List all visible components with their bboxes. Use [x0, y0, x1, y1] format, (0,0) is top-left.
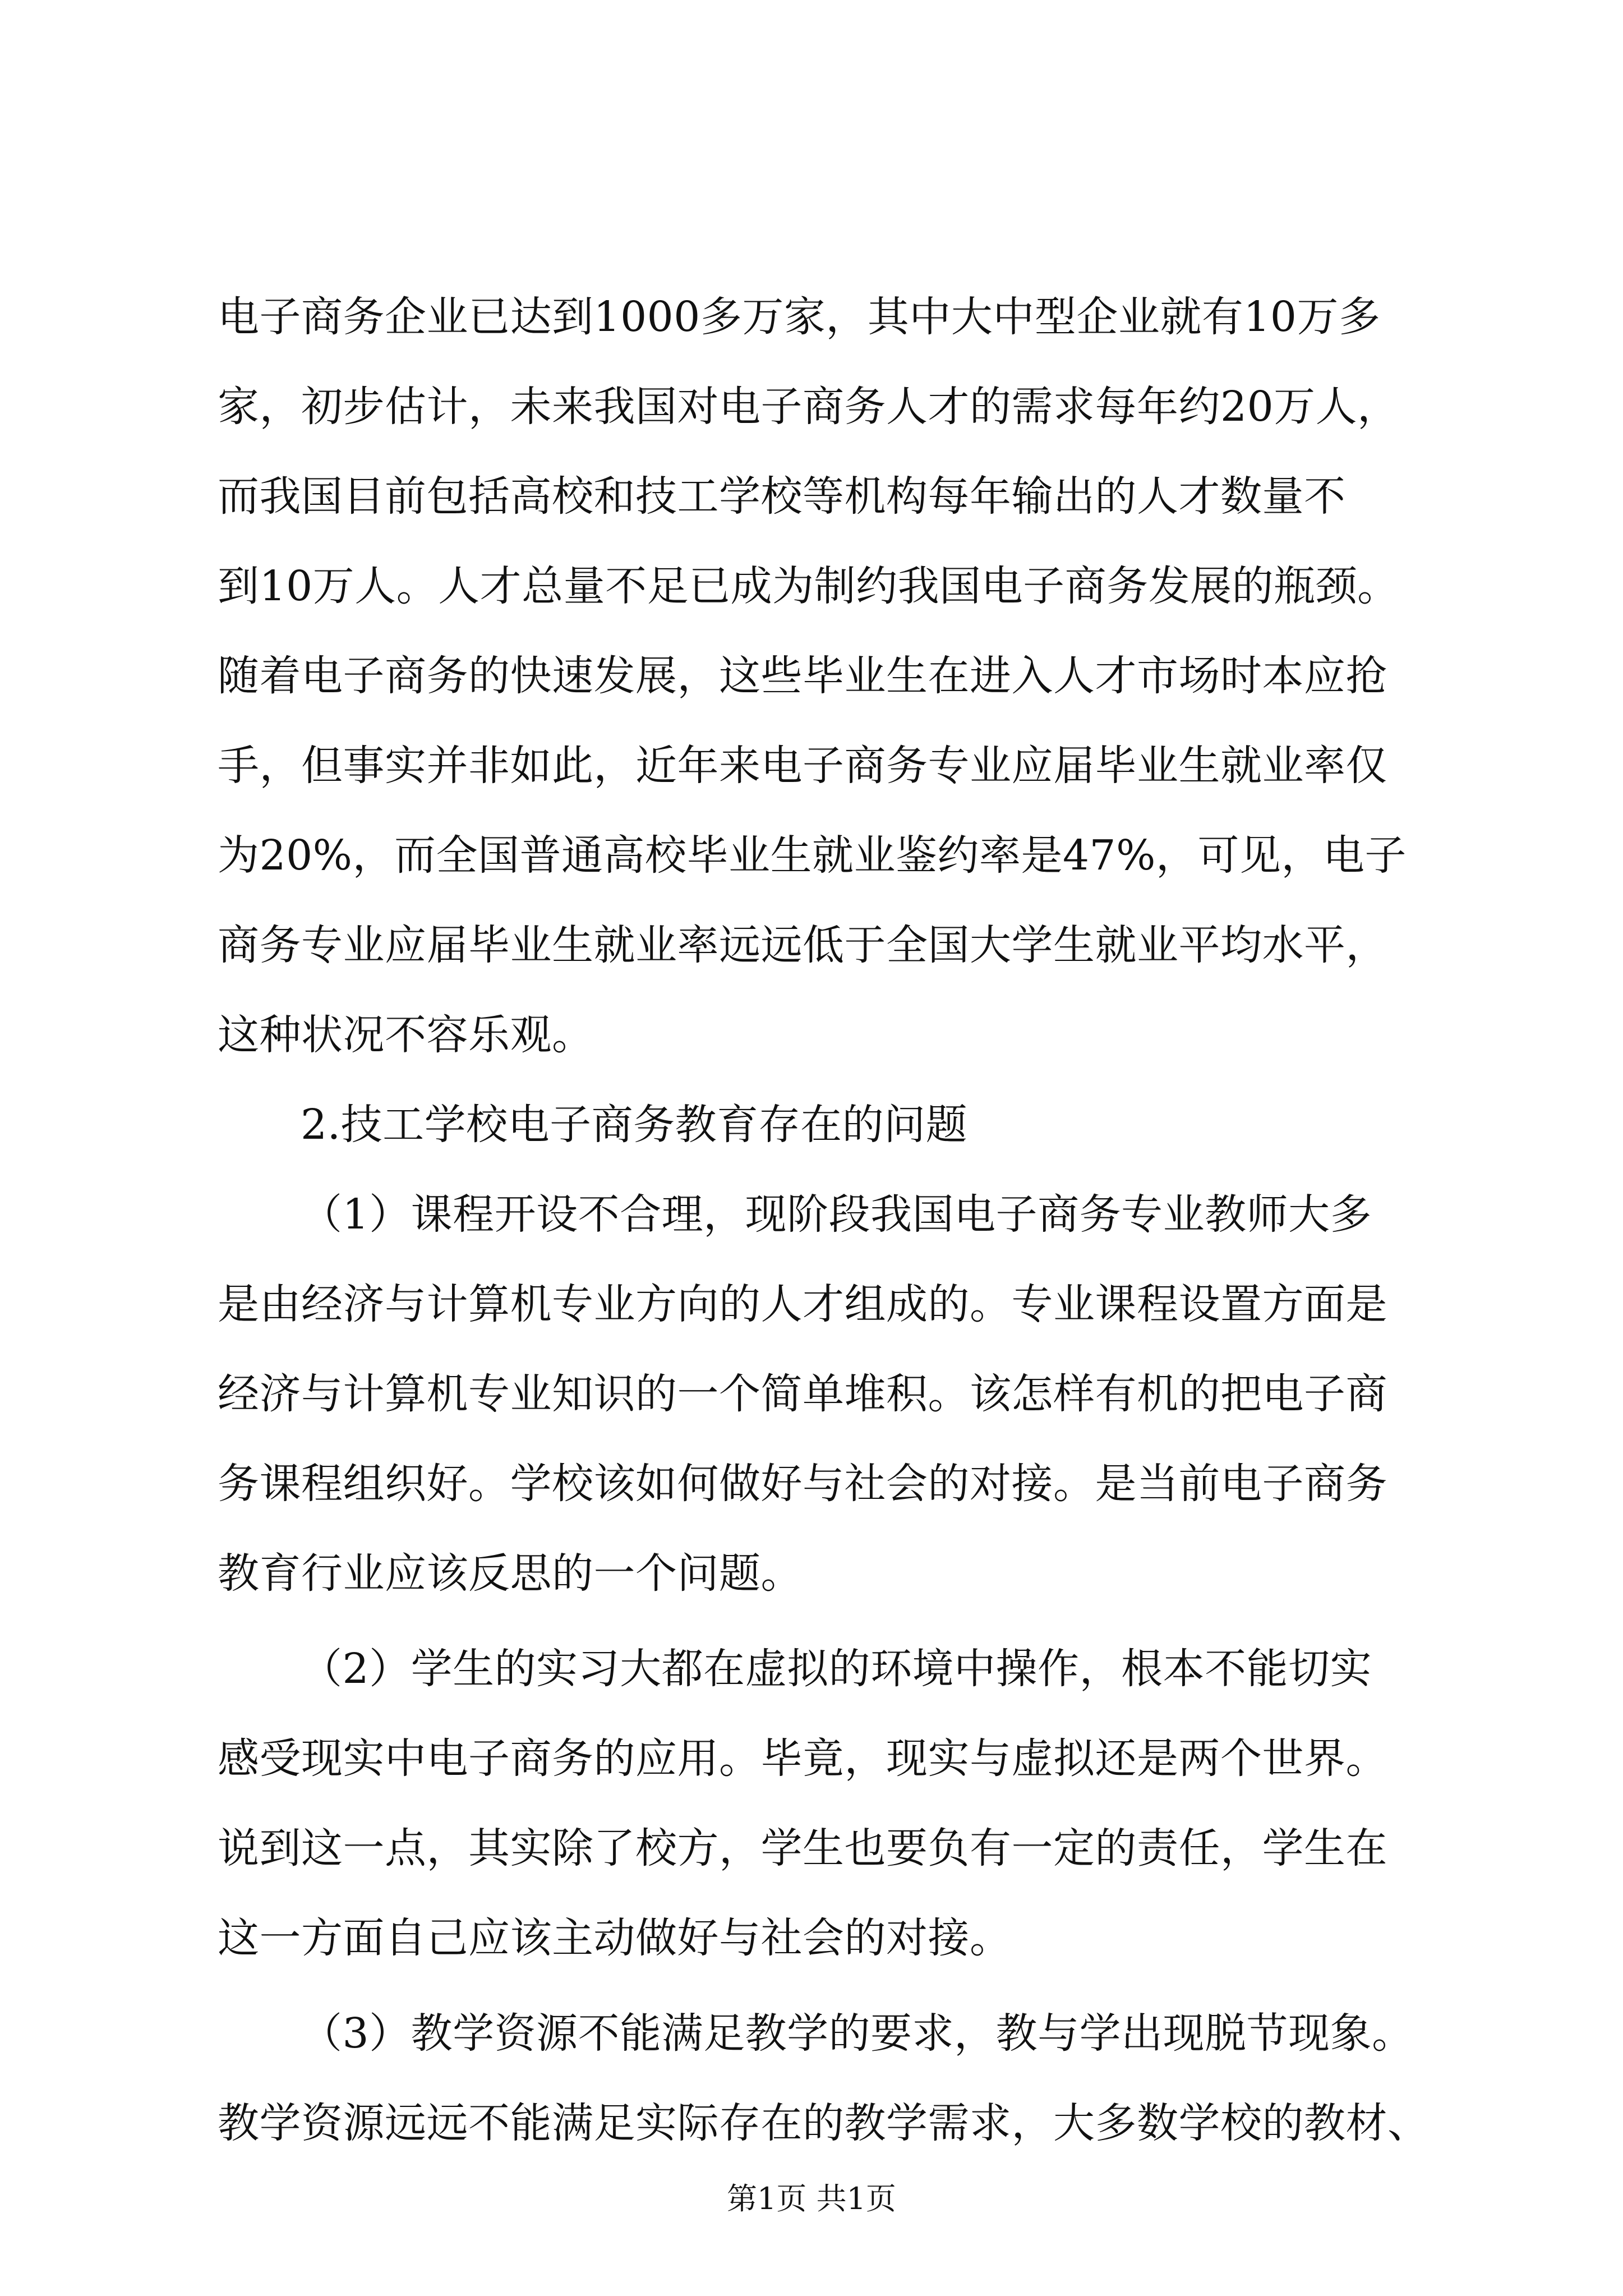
text-line: 经济与计算机专业知识的一个简单堆积。该怎样有机的把电子商 [218, 1370, 1387, 1418]
text-line: 而我国目前包括高校和技工学校等机构每年输出的人才数量不 [218, 472, 1346, 521]
text-line: 到10万人。人才总量不足已成为制约我国电子商务发展的瓶颈。 [218, 562, 1399, 610]
text-line: 为20%，而全国普通高校毕业生就业鉴约率是47%，可见，电子 [218, 831, 1407, 880]
text-line: （2）学生的实习大都在虚拟的环境中操作，根本不能切实 [301, 1645, 1372, 1693]
text-line: 家，初步估计，未来我国对电子商务人才的需求每年约20万人， [218, 383, 1399, 431]
text-line: 教育行业应该反思的一个问题。 [218, 1549, 803, 1598]
text-line: （1）课程开设不合理，现阶段我国电子商务专业教师大多 [301, 1190, 1372, 1239]
text-line: 说到这一点，其实除了校方，学生也要负有一定的责任，学生在 [218, 1824, 1387, 1872]
text-line: 电子商务企业已达到1000多万家，其中大中型企业就有10万多 [218, 293, 1381, 341]
section-heading: 2.技工学校电子商务教育存在的问题 [301, 1101, 968, 1149]
text-line: 这种状况不容乐观。 [218, 1011, 594, 1059]
text-line: （3）教学资源不能满足教学的要求，教与学出现脱节现象。 [301, 2009, 1414, 2058]
text-line: 是由经济与计算机专业方向的人才组成的。专业课程设置方面是 [218, 1280, 1387, 1328]
text-line: 随着电子商务的快速发展，这些毕业生在进入人才市场时本应抢 [218, 652, 1387, 700]
text-line: 感受现实中电子商务的应用。毕竟，现实与虚拟还是两个世界。 [218, 1734, 1387, 1783]
text-line: 手，但事实并非如此，近年来电子商务专业应届毕业生就业率仅 [218, 742, 1387, 790]
text-line: 教学资源远远不能满足实际存在的教学需求，大多数学校的教材、 [218, 2099, 1430, 2147]
text-line: 商务专业应届毕业生就业率远远低于全国大学生就业平均水平， [218, 921, 1387, 969]
page-footer: 第1页 共1页 [727, 2181, 896, 2216]
text-line: 这一方面自己应该主动做好与社会的对接。 [218, 1914, 1012, 1962]
text-line: 务课程组织好。学校该如何做好与社会的对接。是当前电子商务 [218, 1460, 1387, 1508]
